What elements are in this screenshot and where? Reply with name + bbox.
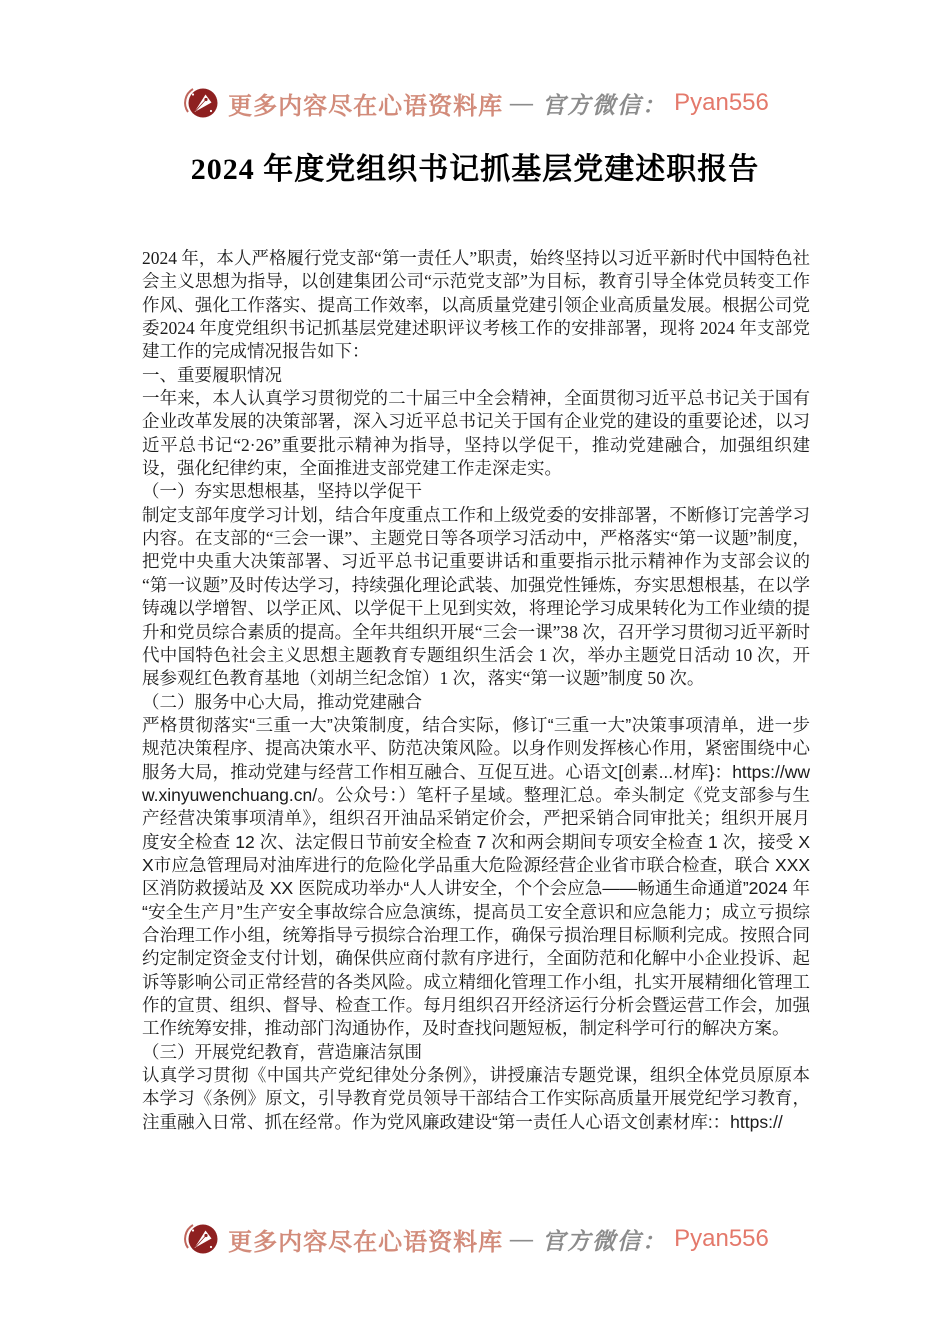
section-heading-duty: 一、重要履职情况 bbox=[142, 364, 282, 385]
watermark-channel-label: 官方微信： bbox=[542, 1228, 668, 1254]
header-watermark bbox=[0, 82, 950, 124]
watermark-brand-text: 更多内容尽在心语资料库 bbox=[228, 1229, 504, 1256]
duty-overview-paragraph: 一年来，本人认真学习贯彻党的二十届三中全会精神，全面贯彻习近平总书记关于国有企业改革发展的决策部署，深入习近平总书记关于国有企业党的建设的重要论述，以习近平总书记“2·26”重要批示精神为指导，坚持以学促干，推动党建融合，加强组织建设，强化纪律约束，全面推进支部党建工作走深走实。 bbox=[142, 388, 810, 479]
document-title: 2024 年度党组织书记抓基层党建述职报告 bbox=[190, 153, 760, 186]
pen-nib-circle-icon bbox=[181, 82, 221, 124]
ideology-paragraph: 制定支部年度学习计划，结合年度重点工作和上级党委的安排部署，不断修订完善学习内容。在支部的“三会一课”、主题党日等各项学习活动中，严格落实“第一议题”制度，把党中央重大决策部署、习近平总书记重要讲话和重要指示批示精神作为支部会议的“第一议题”及时传达学习，持续强化理论武装、加强党性锤炼，夯实思想根基，在以学铸魂以学增智、以学正风、以学促干上见到实效，将理论学习成果转化为工作业绩的提升和党员综合素质的提高。全年共组织开展“三会一课”38 次，召开学习贯彻习近平新时代中国特色社会主义思想主题教育专题组织生活会 1 次，举办主题党日活动 10 次，开展参观红色教育基地（刘胡兰纪念馆）1 次，落实“第一议题”制度 50 次。 bbox=[142, 504, 810, 689]
subsection-heading-ideology: （一）夯实思想根基，坚持以学促干 bbox=[142, 481, 422, 502]
watermark-separator: — bbox=[510, 90, 536, 115]
intro-paragraph: 2024 年，本人严格履行党支部“第一责任人”职责，始终坚持以习近平新时代中国特色社会主义思想为指导，以创建集团公司“示范党支部”为目标，教育引导全体党员转变工作作风、强化工作落实、提高工作效率，以高质量党建引领企业高质量发展。根据公司党委2024 年度党组织书记抓基层党建述职评议考核工作的安排部署，现将 2024 年支部党建工作的完成情况报告如下： bbox=[142, 248, 810, 362]
document-body bbox=[142, 247, 810, 1134]
watermark-separator: — bbox=[510, 1226, 536, 1251]
watermark-wechat-id: Pyan556 bbox=[674, 1225, 769, 1252]
watermark-channel-label: 官方微信： bbox=[542, 92, 668, 118]
subsection-heading-integration: （二）服务中心大局，推动党建融合 bbox=[142, 691, 422, 712]
footer-watermark bbox=[0, 1218, 950, 1260]
watermark-wechat-id: Pyan556 bbox=[674, 89, 769, 116]
integration-paragraph: 严格贯彻落实“三重一大”决策制度，结合实际，修订“三重一大”决策事项清单，进一步规范决策程序、提高决策水平、防范决策风险。以身作则发挥核心作用，紧密围绕中心服务大局，推动党建与经营工作相互融合、互促互进。心语文[创素...材库}：https://www.xinyuwenchuang.cn/。公众号：）笔杆子星域。整理汇总。牵头制定《党支部参与生产经营决策事项清单》，组织召开油品采销定价会，严把采销合同审批关；组织开展月度安全检查 12 次、法定假日节前安全检查 7 次和两会期间专项安全检查 1 次，接受 XX市应急管理局对油库进行的危险化学品重大危险源经营企业省市联合检查，联合 XXX 区消防救援站及 XX 医院成功举办“人人讲安全，个个会应急——畅通生命通道”2024 年“安全生产月”生产安全事故综合应急演练，提高员工安全意识和应急能力；成立亏损综合治理工作小组，统筹指导亏损综合治理工作，确保亏损治理目标顺利完成。按照合同约定制定资金支付计划，确保供应商付款有序进行，全面防范和化解中小企业投诉、起诉等影响公司正常经营的各类风险。成立精细化管理工作小组，扎实开展精细化管理工作的宣贯、组织、督导、检查工作。每月组织召开经济运行分析会暨运营工作会，加强工作统筹安排，推动部门沟通协作，及时查找问题短板，制定科学可行的解决方案。 bbox=[142, 714, 810, 1039]
pen-nib-circle-icon bbox=[181, 1218, 221, 1260]
discipline-paragraph: 认真学习贯彻《中国共产党纪律处分条例》，讲授廉洁专题党课，组织全体党员原原本本学习《条例》原文，引导教育党员领导干部结合工作实际高质量开展党纪学习教育，注重融入日常、抓在经常。作为党风廉政建设“第一责任人心语文创素材库:：https:// bbox=[142, 1065, 810, 1132]
watermark-brand-text: 更多内容尽在心语资料库 bbox=[228, 93, 504, 120]
subsection-heading-discipline: （三）开展党纪教育，营造廉洁氛围 bbox=[142, 1041, 422, 1062]
